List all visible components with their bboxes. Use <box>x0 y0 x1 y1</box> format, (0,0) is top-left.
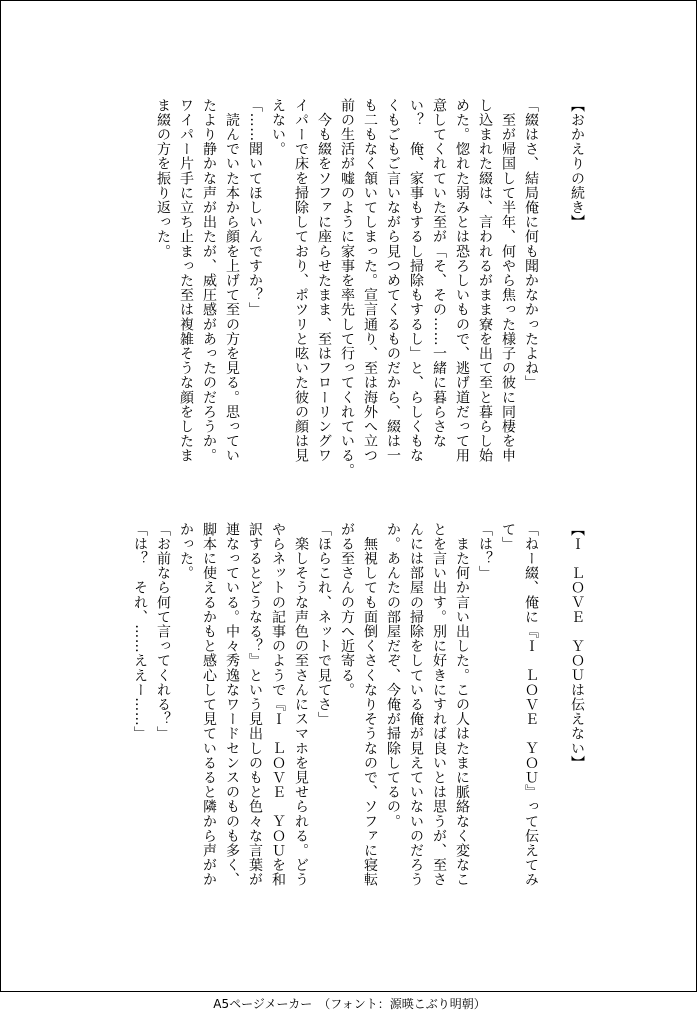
text-line: くもごもご言いながら見つめてくるものだから、綴は一 <box>385 98 401 463</box>
text-line: 無視しても面倒くさくなりそうなので、ソファに寝転 <box>362 522 378 887</box>
section-heading: 【おかえりの続き】 <box>569 98 585 230</box>
text-line: 今も綴をソファに座らせたまま、至はフローリングワ <box>316 98 332 463</box>
text-line: また何か言い出した。この人はたまに脈絡なく変なこ <box>454 522 470 887</box>
text-line: 「ねー綴、俺に『Ｉ ＬＯＶＥ ＹＯＵ』って伝えてみ <box>523 522 539 887</box>
text-line: んには部屋の掃除をしている俺が見えていないのだろう <box>408 522 424 887</box>
text-line: ワイパー片手に立ち止まった至は複雑そうな顔をしたま <box>178 98 194 463</box>
text-line: とを言い出す。別に好きにすれば良いとは思うが、至さ <box>431 522 447 887</box>
footer-credit: A5ページメーカー （フォント：源暎こぶり明朝） <box>213 997 486 1011</box>
text-line: やらネットの記事のようで『Ｉ ＬＯＶＥ ＹＯＵを和 <box>270 522 286 887</box>
top-section-text <box>151 98 588 478</box>
bottom-section-text <box>128 522 588 894</box>
text-line: 「綴はさ、結局俺に何も聞かなかったよね」 <box>523 98 539 390</box>
text-line: えない。 <box>270 98 286 157</box>
text-line: て」 <box>500 522 516 552</box>
text-line: 「……聞いてほしいんですか？」 <box>247 98 263 317</box>
text-line: 連なっている。中々秀逸なワードセンスのものも多く、 <box>224 522 240 887</box>
text-line: イパーで床を掃除しており、ポツリと呟いた彼の顔は見 <box>293 98 309 463</box>
text-line: 前の生活が嘘のように家事を率先して行ってくれている。 <box>339 98 355 478</box>
text-line: 「お前なら何て言ってくれる？」 <box>155 522 171 741</box>
section-heading: 【Ｉ ＬＯＶＥ ＹＯＵは伝えない】 <box>569 522 585 771</box>
blank-line <box>542 522 565 894</box>
text-line: 「は？」 <box>477 522 493 581</box>
text-line: も二もなく頷いてしまった。宣言通り、至は海外へ立つ <box>362 98 378 463</box>
text-line: かった。 <box>178 522 194 581</box>
text-line: 至が帰国して半年、何やら焦った様子の彼に同棲を申 <box>500 98 516 463</box>
text-line: めた。惚れた弱みとは恐ろしいもので、逃げ道だって用 <box>454 98 470 463</box>
blank-line <box>542 98 565 470</box>
text-line: ま綴の方を振り返った。 <box>155 98 171 259</box>
text-line: い？ 俺、家事もするし掃除もするし」と、らしくもな <box>408 98 424 463</box>
text-line: 「は？ それ、……ええー……」 <box>132 522 148 741</box>
text-line: 意してくれていた至が「そ、その……一緒に暮らさな <box>431 98 447 449</box>
text-line: がる至さんの方へ近寄る。 <box>339 522 355 698</box>
text-line: か。あんたの部屋だぞ、今俺が掃除してるの。 <box>385 522 401 829</box>
text-line: 訳するとどうなる？』という見出しのもと色々な言葉が <box>247 522 263 887</box>
text-line: たより静かな声が出たが、威圧感があったのだろうか。 <box>201 98 217 463</box>
text-line: 脚本に使えるかもと感心して見ているると隣から声がか <box>201 522 217 887</box>
text-line: 読んでいた本から顔を上げて至の方を見る。思ってい <box>224 98 240 463</box>
text-line: し込まれた綴は、言われるがまま寮を出て至と暮らし始 <box>477 98 493 463</box>
text-line: 「ほらこれ、ネットで見てさ」 <box>316 522 332 727</box>
text-line: 楽しそうな声色の至さんにスマホを見せられる。どう <box>293 522 309 887</box>
